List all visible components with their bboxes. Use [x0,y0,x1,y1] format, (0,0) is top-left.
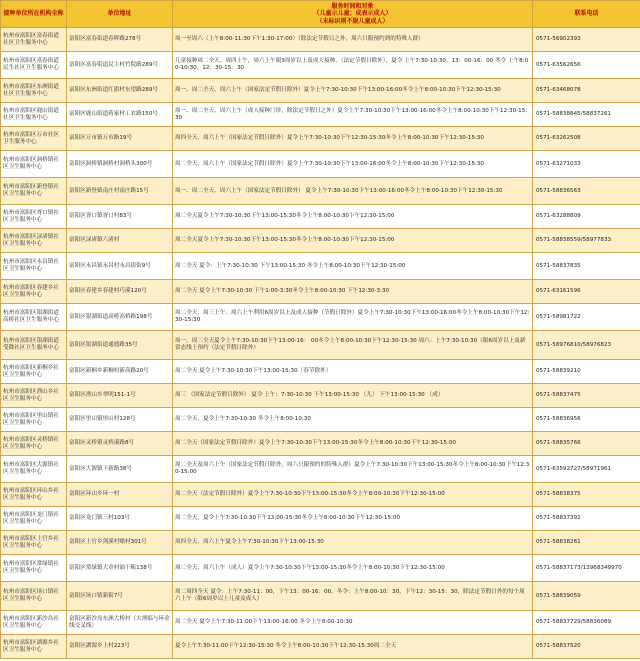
table-row [1,432,640,456]
header-service-time-title: 服务时间和对象 [331,2,374,10]
table-row [1,635,640,659]
phone-cell: 0571-58837173/13968349970 [533,555,640,582]
address-cell: 富阳区环山乡环一村 [67,483,173,507]
service-time-cell: 周二周四全天 夏令：上午7:30-11：00，下午13：00-16：00，冬令：上午8:00-10：30，下午12：30-15：30，除法定节假日外的每个周六上午（限6周岁以上儿童及成人） [173,582,533,611]
service-time-cell: 周二全天 夏令上午7:30-10:30下午13:00-15:30（春节除外） [173,360,533,384]
phone-cell: 0571-58837392 [533,507,640,531]
institution-cell: 杭州市富阳区万市社区卫生服务中心 [1,127,67,151]
address-cell: 富阳区渔山乡翠明151-1号 [67,384,173,408]
phone-cell: 0571-58837475 [533,384,640,408]
institution-cell: 杭州市富阳区新登镇社区卫生服务中心 [1,178,67,205]
address-cell: 富阳区银湖街道高桥高桥路198号 [67,304,173,331]
phone-cell: 0571-58976810/58976823 [533,331,640,360]
phone-cell: 0571-58836956 [533,408,640,432]
table-row [1,28,640,52]
header-address: 单位地址 [67,1,173,28]
address-cell: 富阳区里山镇里山村128号 [67,408,173,432]
table-row [1,79,640,103]
header-service-time [173,1,533,28]
table-row [1,304,640,331]
institution-cell: 杭州市富阳区富春街道民生社区卫生服务中心 [1,52,67,79]
table-row [1,456,640,483]
address-cell: 富阳区新桐乡新桐村新高路20号 [67,360,173,384]
service-time-cell: 周一至周六（上午8:00-11:30下午1:30-17:00）（除法定节假日之外，周六只限预约到的特殊人群） [173,28,533,52]
address-cell: 富阳区银湖街道通德路35号 [67,331,173,360]
service-time-cell: 周二全天（法定节假日除外）夏令上午7:30-10:30下午13:00-15:30冬令上午8:00-10:30下午12:30-15:00 [173,483,533,507]
address-cell: 富阳区富春街道民主村竹院路289号 [67,52,173,79]
table-row [1,103,640,127]
address-cell: 富阳区新沙岛东洲大桥村（大坝临与环金线交叉线） [67,611,173,635]
address-cell: 富阳区湖源乡上村223号 [67,635,173,659]
institution-cell: 杭州市富阳区新桐乡社区卫生服务中心 [1,360,67,384]
phone-cell: 0571-63562656 [533,52,640,79]
institution-cell: 杭州市富阳区新沙岛社区卫生服务中心 [1,611,67,635]
table-row [1,229,640,253]
header-row [1,1,640,28]
institution-cell: 杭州市富阳区春建乡社区卫生服务中心 [1,280,67,304]
header-service-time-note2: （未标识则不限儿童成人） [316,17,389,25]
service-time-cell: 夏令上午7:30-11:00下午12:30-15:30 冬令上午8:00-10:30下午12:30-15:30周二全天 [173,635,533,659]
institution-cell: 杭州市富阳区大源镇社区卫生服务中心 [1,456,67,483]
service-time-cell: 周二全天及周六上午（国家法定节假日除外，周六只限预约的特殊人群）夏令上午7:30-10:30下午13:00-15:30冬令上午8:00-10:30下午12:30-15:00 [173,456,533,483]
service-time-cell: 周二全天夏令上午7:30-10:30下午13:00-15:30冬令上午8:00-10:30下午12:30-15:00 [173,205,533,229]
phone-cell: 0571-58839210 [533,360,640,384]
table-row [1,151,640,178]
service-time-cell: 周一、周二全天、周六上午（国家法定节假日除外）夏令上午7:30-10:30下午13:00-16:00冬令上午8:00-10:30下午12:30-15:30 [173,79,533,103]
institution-cell: 杭州市富阳区东洲街道社区卫生服务中心 [1,79,67,103]
institution-cell: 杭州市富阳区胥口镇社区卫生服务中心 [1,205,67,229]
phone-cell: 0571-56902393 [533,28,640,52]
service-time-cell: 周四全天、周六上午（国家法定节假日除外）夏令上午7:30-10:30下午12:30-15:30冬令上午8:00-10:30下午12:30-15:30 [173,127,533,151]
table-row [1,507,640,531]
address-cell: 富阳区新登镇南庄村南庄路15号 [67,178,173,205]
table-row [1,408,640,432]
phone-cell: 0571-63288809 [533,205,640,229]
table-row [1,582,640,611]
service-time-cell: 周三 （国家法定节假日除外） 夏令 上午：7:30-10:30 下午13:00-15:30 （儿） 下午13:00-15:30 （成） [173,384,533,408]
institution-cell: 杭州市富阳区常绿镇社区卫生服务中心 [1,555,67,582]
institution-cell: 杭州市富阳区富春街道社区卫生服务中心 [1,28,67,52]
address-cell: 富阳区富春街道春晖路278号 [67,28,173,52]
address-cell: 富阳区渌渚镇六渚村 [67,229,173,253]
service-time-cell: 周一、周三全天夏令上午7:30-10:30下午13:00-16： 00冬令上午8:00-10:30下午12:30-15:30 周六：上午7:30-10:30（限6周岁以上及新常态线上预约（法定节假日除外） [173,331,533,360]
table-row [1,280,640,304]
institution-cell: 杭州市富阳区银湖街道受降社区卫生服务中心 [1,331,67,360]
phone-cell: 0571-58837729/58836089 [533,611,640,635]
service-time-cell: 周二全天 夏令：上午7:30-10:30 下午13:00-15:30 冬令上午8:00-10:30下午12:30-15:00 [173,253,533,280]
service-time-cell: 周二全天 夏令上午7:30-10:30 下午1:00-3:30冬令上午8:00-10:30 下午12:30-3:30 [173,280,533,304]
institution-cell: 杭州市富阳区环山乡社区卫生服务中心 [1,483,67,507]
phone-cell: 0571-58838375 [533,483,640,507]
header-institution: 接种单位所在机构全称 [1,1,67,28]
service-time-cell: 周二全天，周三上午、周六上午利用6周岁以上及成人接种（节假日除外）夏令上午7:30-10:30下午13:00-16:00冬令上午8:00-10:30下午12:30-15:30 [173,304,533,331]
service-time-cell: 周四全天、周六上午夏令上午7:30-10:30下午13:00-15:30 [173,531,533,555]
service-time-cell: 周二全天夏令上午7:30-10:30下午13:00-15:30冬令上午8:00-10:30下午12:30-15:00 [173,229,533,253]
table-row [1,178,640,205]
institution-cell: 杭州市富阳区洞桥镇社区卫生服务中心 [1,151,67,178]
service-time-cell: 周二全天、周六上午（国家法定节假日除外）夏令上午7:30-10:30下午13:00-16:00冬令上午8:00-10:30下午12:30-15:30 [173,151,533,178]
phone-cell: 0571-63592727/58971961 [533,456,640,483]
address-cell: 富阳区灵桥镇灵桥溪路8号 [67,432,173,456]
address-cell: 富阳区上官乡剑溪村赌村301号 [67,531,173,555]
table-row [1,52,640,79]
institution-cell: 杭州市富阳区渌渚镇社区卫生服务中心 [1,229,67,253]
service-time-cell: 周一、周二全天、周六上午（成人接种门诊，除法定节假日之外）夏令上午7:30-10:30下午13:00-16:00冬令上午8:00-10:30下午12:30-15:30 [173,103,533,127]
table-row [1,205,640,229]
address-cell: 富阳区鹿山街道蒋家村工农路150号 [67,103,173,127]
phone-cell: 0571-58838559/58977833 [533,229,640,253]
service-time-cell: 周二全天 夏令上午7:30-11:00下午13:00-16:00 冬令上午8:00-10:30 [173,611,533,635]
phone-cell: 0571-58835766 [533,432,640,456]
institution-cell: 杭州市富阳区龙门镇社区卫生服务中心 [1,507,67,531]
address-cell: 富阳区春建乡春建村巧溪120号 [67,280,173,304]
institution-cell: 杭州市富阳区永昌镇社区卫生服务中心 [1,253,67,280]
address-cell: 富阳区场口镇新街7号 [67,582,173,611]
institution-cell: 杭州市富阳区上官乡社区卫生服务中心 [1,531,67,555]
address-cell: 富阳区永昌镇永昌村永昌街街9号 [67,253,173,280]
address-cell: 富阳区常绿镇大章村油干畈138号 [67,555,173,582]
phone-cell: 0571-58836563 [533,178,640,205]
service-time-cell: 周二全天，夏令上午7:30-10:30 冬令上午8:00-10:30 [173,408,533,432]
phone-cell: 0571-58838261 [533,531,640,555]
institution-cell: 杭州市富阳区鹿山街道社区卫生服务中心 [1,103,67,127]
phone-cell: 0571-63161596 [533,280,640,304]
service-time-cell: 周二全天（国家法定节假日除外）夏令上午7:30-10:30下午13:00-15:30冬令上午8:00-10:30下午12:30-15:00 [173,432,533,456]
table-row [1,483,640,507]
table-row [1,127,640,151]
address-cell: 富阳区东洲街道红旗村东望路289号 [67,79,173,103]
table-row [1,384,640,408]
address-cell: 富阳区龙门镇三村103号 [67,507,173,531]
service-time-cell: 周一、周二全天、周六上午（国家法定节假日除外） 夏令上午7:30-10:30下午13:00-16:00冬令上午8:00-10:30下午12:30-15:30 [173,178,533,205]
phone-cell: 0571-63468078 [533,79,640,103]
address-cell: 富阳区胥口镇胥口村83号 [67,205,173,229]
service-time-cell: 儿童接种周二全天、周四上午，周六上午限3周岁以上及成人接种，（法定节假日除外），夏令 上午7:30-10:30、13：00-16：00 冬令 上午8:00-10:30、12：30-15：30 [173,52,533,79]
service-time-cell: 周二全天、周六上午（成人）夏令上午7:30-10:30下午13:00-15:30冬令上午8:00-10:30下午12:30-15:00 [173,555,533,582]
header-service-time-note1: （儿童示儿童；成表示成人） [313,10,392,18]
address-cell: 富阳区洞桥镇洞桥村洞桥头300号 [67,151,173,178]
phone-cell: 0571-58837835 [533,253,640,280]
header-phone: 联系电话 [533,1,640,28]
phone-cell: 0571-63262508 [533,127,640,151]
table-row [1,253,640,280]
table-row [1,360,640,384]
institution-cell: 杭州市富阳区场口镇社区卫生服务中心 [1,582,67,611]
service-time-cell: 周二全天，夏令上午7:30-10:30下午13:00-15:30冬令上午8:00-10:30下午12:30-15:00 [173,507,533,531]
address-cell: 富阳区大源镇下新路38号 [67,456,173,483]
address-cell: 富阳区万市镇万市路19号 [67,127,173,151]
phone-cell: 0571-58981722 [533,304,640,331]
institution-cell: 杭州市富阳区渔山乡社区卫生服务中心 [1,384,67,408]
institution-cell: 杭州市富阳区银湖街道高桥社区卫生服务中心 [1,304,67,331]
table-row [1,331,640,360]
phone-cell: 0571-58839059 [533,582,640,611]
phone-cell: 0571-58837520 [533,635,640,659]
phone-cell: 0571-58838845/58837261 [533,103,640,127]
table-row [1,611,640,635]
table-row [1,555,640,582]
institution-cell: 杭州市富阳区湖源乡社区卫生服务中心 [1,635,67,659]
institution-cell: 杭州市富阳区灵桥镇社区卫生服务中心 [1,432,67,456]
phone-cell: 0571-63271033 [533,151,640,178]
institution-cell: 杭州市富阳区里山镇社区卫生服务中心 [1,408,67,432]
table-row [1,531,640,555]
table-body [1,28,640,659]
